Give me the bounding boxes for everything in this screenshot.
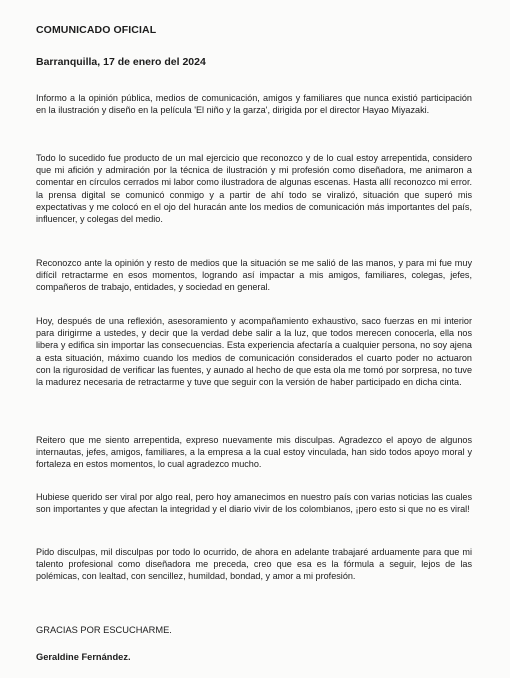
document-title: COMUNICADO OFICIAL bbox=[36, 24, 157, 36]
paragraph-5: Reitero que me siento arrepentida, expreso nuevamente mis disculpas. Agradezco el apoyo de algunos internautas, jefes, amigos, familiares, a la empresa a la cual estoy vinculada, han sido todos apoyo moral y fortaleza en estos momentos, lo cual agradezco mucho. bbox=[36, 435, 472, 470]
paragraph-4: Hoy, después de una reflexión, asesoramiento y acompañamiento exhaustivo, saco fuerzas en mi interior para dirigirme a ustedes, y decir que la verdad debe salir a la luz, que todos merecen conocerla, ella nos libera y edifica sin importar las consecuencias. Esta experiencia afectaría a cualquier persona, no soy ajena a esta situación, máximo cuando los medios de comunicación considerados el cuarto poder no actuaron con la rigurosidad de verificar las fuentes, y aunado al hecho de que esta ola me tomó por sorpresa, no tuve la madurez necesaria de retractarme y tuve que seguir con la versión de haber participado en dicha cinta. bbox=[36, 316, 472, 388]
paragraph-1: Informo a la opinión pública, medios de comunicación, amigos y familiares que nunca existió participación en la ilustración y diseño en la película 'El niño y la garza', dirigida por el director Hayao Miyazaki. bbox=[36, 93, 472, 116]
paragraph-7: Pido disculpas, mil disculpas por todo lo ocurrido, de ahora en adelante trabajaré arduamente para que mi talento profesional como diseñadora me preceda, creo que esa es la fórmula a seguir, lejos de las polémicas, con lealtad, con sencillez, humildad, bondad, y amor a mi profesión. bbox=[36, 547, 472, 582]
paragraph-6: Hubiese querido ser viral por algo real, pero hoy amanecimos en nuestro país con varias noticias las cuales son importantes y que afectan la integridad y el diario vivir de los colombianos, ¡pero esto si que no es viral! bbox=[36, 492, 472, 515]
signature-name: Geraldine Fernández. bbox=[36, 652, 131, 662]
date-line: Barranquilla, 17 de enero del 2024 bbox=[36, 56, 206, 68]
paragraph-3: Reconozco ante la opinión y resto de medios que la situación se me salió de las manos, y para mi fue muy difícil retractarme en esos momentos, logrando así impactar a mis amigos, familiares, colegas, jefes, compañeros de trabajo, entidades, y sociedad en general. bbox=[36, 258, 472, 293]
paragraph-2: Todo lo sucedido fue producto de un mal ejercicio que reconozco y de lo cual estoy arrepentida, considero que mi afición y admiración por la técnica de ilustración y mi profesión como diseñadora, me animaron a comentar en círculos cerrados mi labor como ilustradora de algunas escenas. Hasta allí reconozco mi error. la prensa digital se comunicó conmigo y a partir de ahí todo se viralizó, situación que superó mis expectativas y me colocó en el ojo del huracán ante los medios de comunicación más importantes del país, influencer, y colegas del medio. bbox=[36, 153, 472, 225]
closing-line: GRACIAS POR ESCUCHARME. bbox=[36, 625, 172, 635]
